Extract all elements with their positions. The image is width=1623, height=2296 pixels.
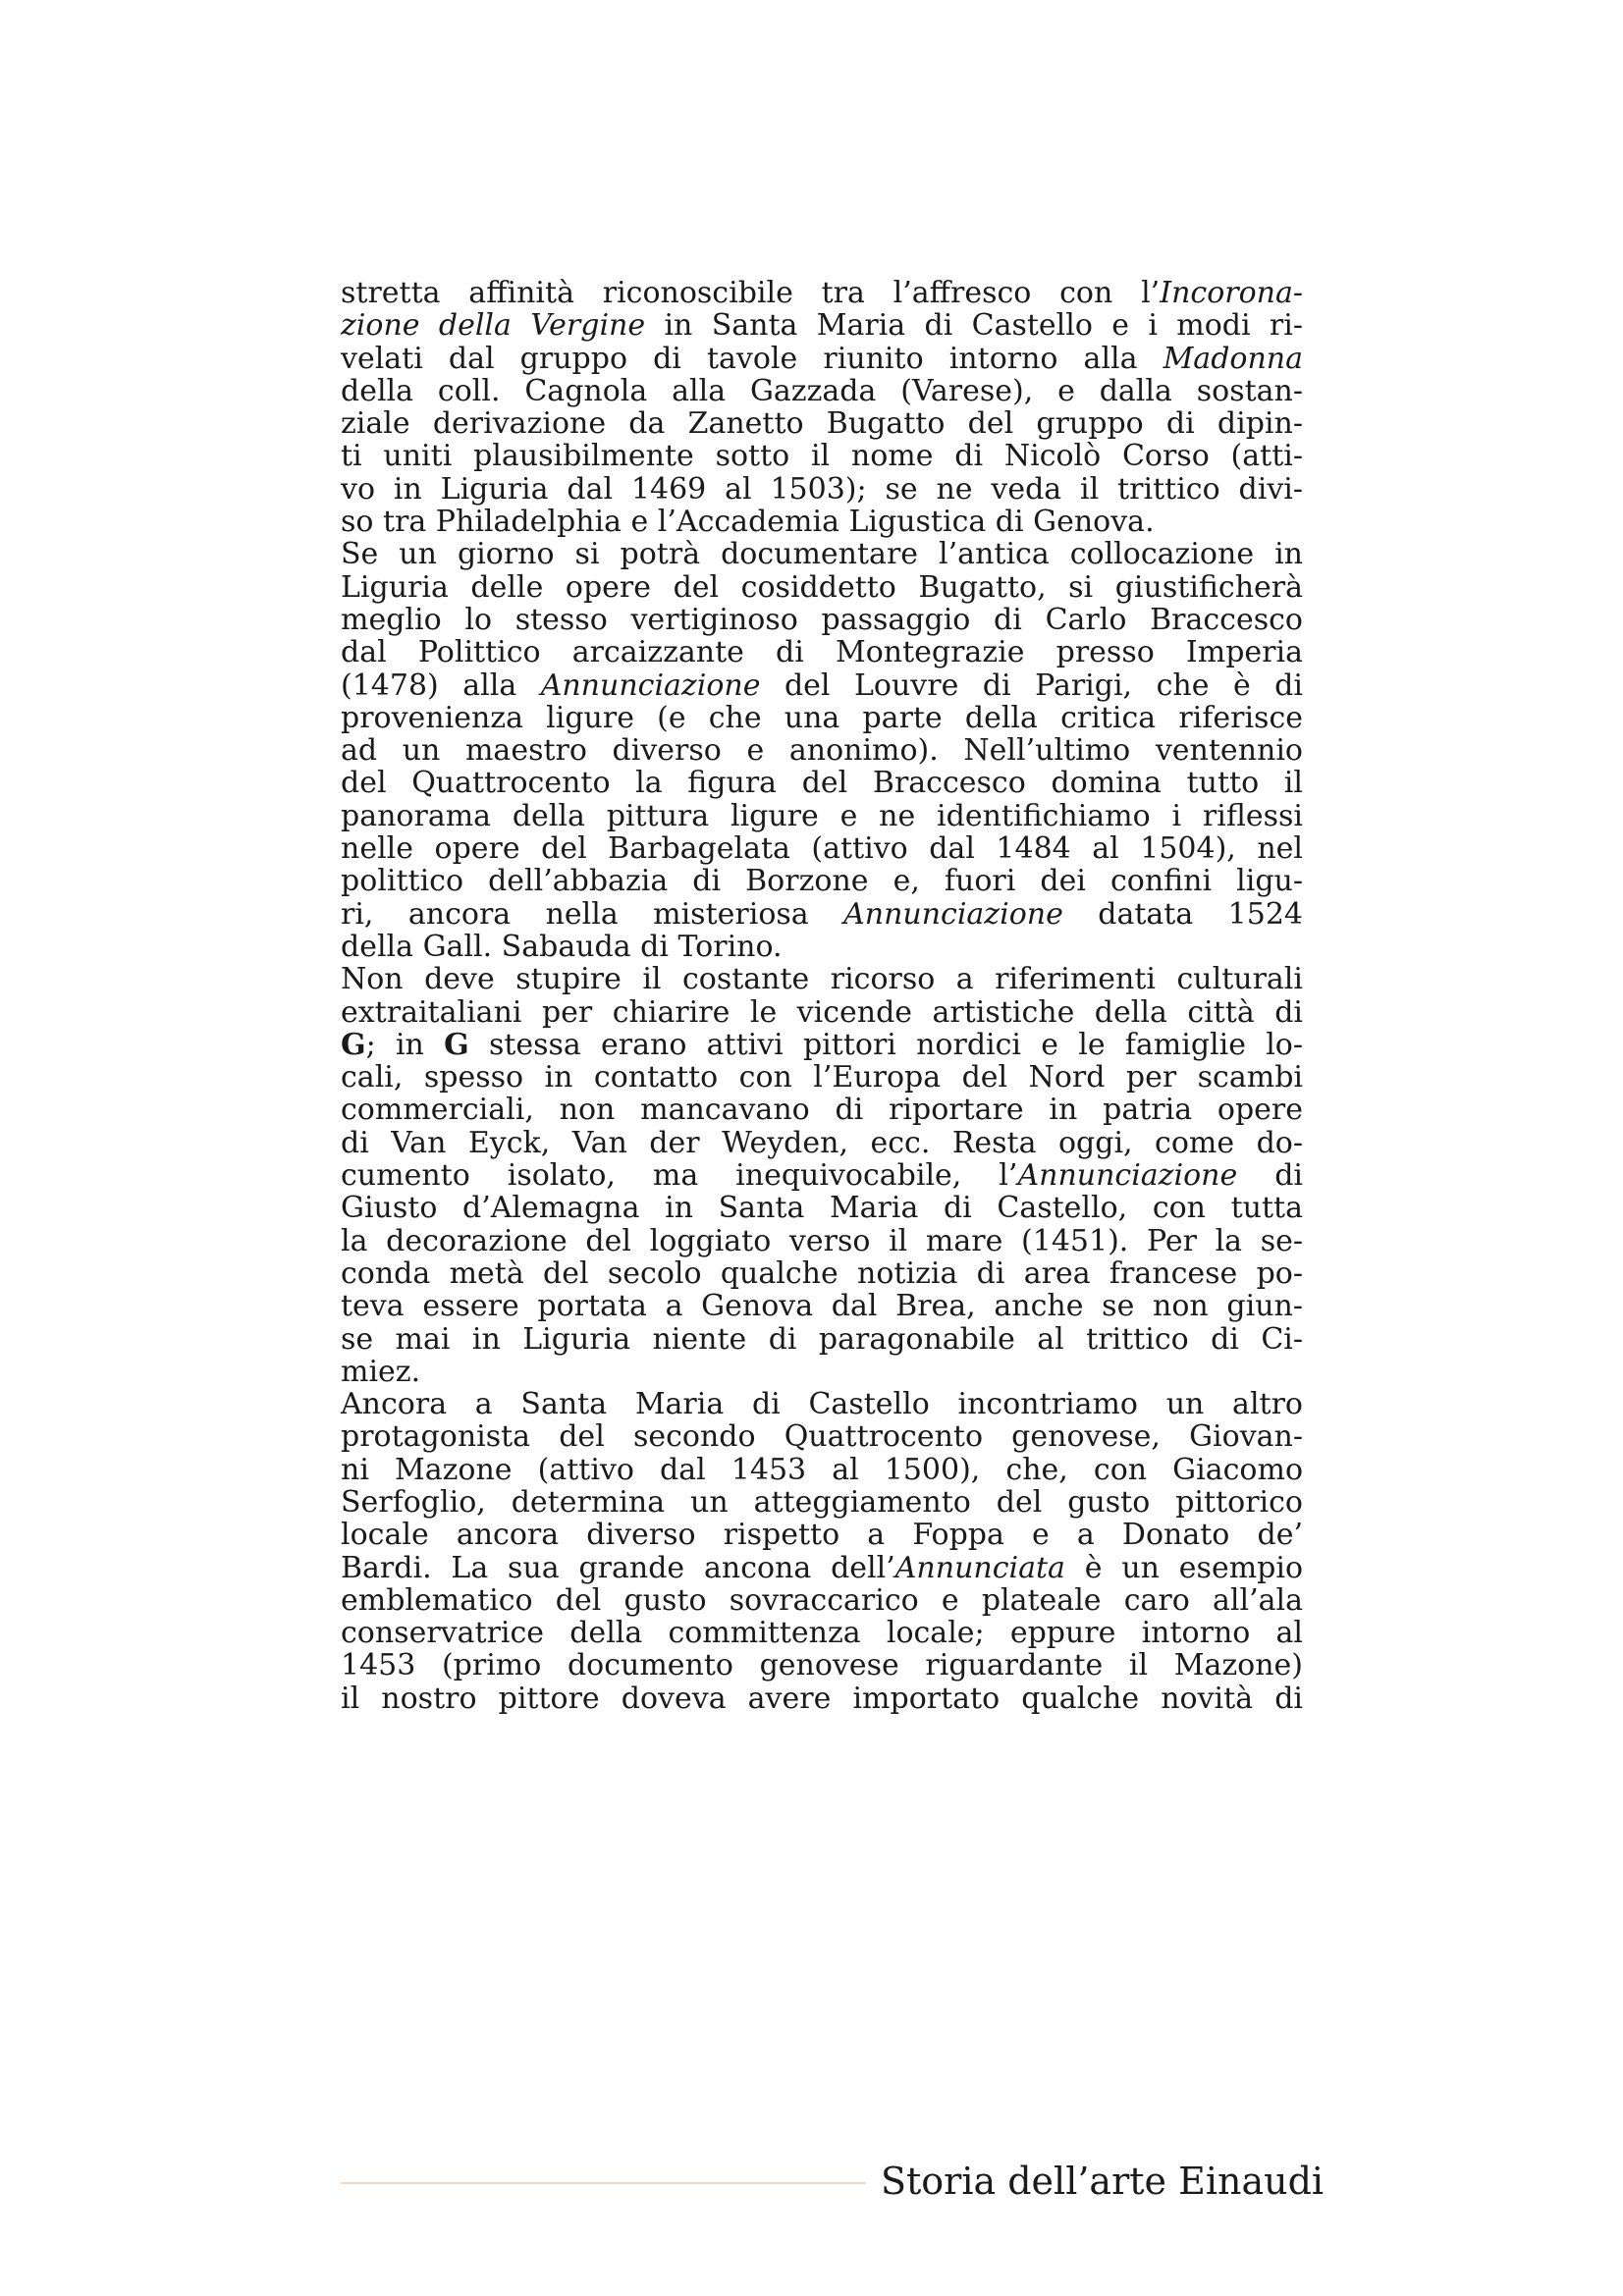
text-run: meglio lo stesso vertiginoso passaggio di Carlo Braccesco bbox=[341, 602, 1303, 637]
italic-text: Incorona- bbox=[1160, 276, 1303, 310]
text-line bbox=[341, 1584, 1303, 1617]
text-run: se mai in Liguria niente di paragonabile al trittico di Ci- bbox=[341, 1321, 1303, 1357]
italic-text: Annunciazione bbox=[1017, 1158, 1238, 1194]
text-line bbox=[341, 636, 1303, 668]
text-run: conda metà del secolo qualche notizia di area francese po- bbox=[341, 1255, 1303, 1291]
text-run: Liguria delle opere del cosiddetto Bugatto, si giustificherà bbox=[341, 569, 1303, 605]
text-line bbox=[341, 309, 1303, 342]
text-run: nelle opere del Barbagelata (attivo dal 1484 al 1504), nel bbox=[341, 831, 1303, 867]
text-line bbox=[341, 1356, 1303, 1388]
text-line bbox=[341, 931, 1303, 963]
text-line bbox=[341, 1388, 1303, 1420]
text-line bbox=[341, 898, 1303, 931]
text-run: Se un giorno si potrà documentare l’antica collocazione in bbox=[341, 537, 1303, 572]
text-line bbox=[341, 473, 1303, 506]
text-line bbox=[341, 1225, 1303, 1257]
italic-text: Annunciazione bbox=[843, 896, 1063, 932]
text-run: ad un maestro diverso e anonimo). Nell’ultimo ventennio bbox=[341, 733, 1303, 769]
text-line bbox=[341, 1290, 1303, 1322]
text-line bbox=[341, 1519, 1303, 1551]
text-line bbox=[341, 669, 1303, 702]
text-run: di bbox=[1237, 1158, 1303, 1194]
text-line bbox=[341, 506, 1303, 538]
text-line bbox=[341, 1552, 1303, 1584]
text-run: il nostro pittore doveva avere importato qualche novità di bbox=[341, 1681, 1303, 1716]
text-run: velati dal gruppo di tavole riunito intorno alla bbox=[341, 341, 1163, 376]
text-run: (1478) alla bbox=[341, 667, 541, 703]
body-text bbox=[341, 277, 1303, 1715]
text-run: provenienza ligure (e che una parte della critica riferisce bbox=[341, 700, 1303, 735]
text-line bbox=[341, 734, 1303, 767]
text-run: cali, spesso in contatto con l’Europa del Nord per scambi bbox=[341, 1060, 1303, 1095]
text-run: miez. bbox=[341, 1354, 421, 1389]
text-line bbox=[341, 538, 1303, 570]
text-line bbox=[341, 767, 1303, 799]
text-run: di Van Eyck, Van der Weyden, ecc. Resta oggi, come do- bbox=[341, 1125, 1303, 1160]
text-run: del Quattrocento la figura del Braccesco domina tutto il bbox=[341, 766, 1303, 801]
text-line bbox=[341, 1420, 1303, 1453]
text-line bbox=[341, 832, 1303, 865]
text-line bbox=[341, 996, 1303, 1029]
text-run: Serfoglio, determina un atteggiamento del gusto pittorico bbox=[341, 1484, 1303, 1520]
text-run: Non deve stupire il costante ricorso a riferimenti culturali bbox=[341, 962, 1303, 997]
text-line bbox=[341, 1094, 1303, 1126]
text-run: Ancora a Santa Maria di Castello incontriamo un altro bbox=[341, 1387, 1303, 1422]
text-run: commerciali, non mancavano di riportare in patria opere bbox=[341, 1093, 1303, 1128]
text-run: cumento isolato, ma inequivocabile, l’ bbox=[341, 1158, 1018, 1194]
text-run: protagonista del secondo Quattrocento genovese, Giovan- bbox=[341, 1419, 1303, 1455]
text-line bbox=[341, 1617, 1303, 1649]
text-line bbox=[341, 800, 1303, 832]
footer-rule bbox=[341, 2182, 866, 2184]
text-run: locale ancora diverso rispetto a Foppa e a Donato de’ bbox=[341, 1518, 1303, 1553]
text-line bbox=[341, 702, 1303, 734]
text-line bbox=[341, 963, 1303, 995]
text-line bbox=[341, 343, 1303, 375]
text-line bbox=[341, 407, 1303, 440]
text-run: so tra Philadelphia e l’Accademia Ligustica di Genova. bbox=[341, 505, 1155, 540]
text-run: la decorazione del loggiato verso il mare (1451). Per la se- bbox=[341, 1223, 1303, 1258]
text-run: datata 1524 bbox=[1062, 896, 1303, 932]
text-run: in Santa Maria di Castello e i modi ri- bbox=[645, 308, 1303, 344]
text-line bbox=[341, 1061, 1303, 1094]
text-run: dal Polittico arcaizzante di Montegrazie presso Imperia bbox=[341, 635, 1303, 670]
text-line bbox=[341, 1649, 1303, 1682]
text-run: teva essere portata a Genova dal Brea, anche se non giun- bbox=[341, 1289, 1303, 1324]
text-line bbox=[341, 1192, 1303, 1224]
text-run: della Gall. Sabauda di Torino. bbox=[341, 929, 783, 964]
footer-title: Storia dell’arte Einaudi bbox=[881, 2160, 1325, 2203]
text-run: stessa erano attivi pittori nordici e le famiglie lo- bbox=[468, 1027, 1303, 1062]
text-run: extraitaliani per chiarire le vicende artistiche della città di bbox=[341, 994, 1303, 1030]
text-line bbox=[341, 375, 1303, 407]
text-run: conservatrice della committenza locale; eppure intorno al bbox=[341, 1616, 1303, 1651]
text-line bbox=[341, 1323, 1303, 1356]
text-run: della coll. Cagnola alla Gazzada (Varese), e dalla sostan- bbox=[341, 373, 1303, 408]
text-run: ziale derivazione da Zanetto Bugatto del gruppo di dipin- bbox=[341, 406, 1303, 442]
text-run: ri, ancora nella misteriosa bbox=[341, 896, 844, 932]
text-run: 1453 (primo documento genovese riguardante il Mazone) bbox=[341, 1648, 1303, 1683]
italic-text: Annunciata bbox=[894, 1550, 1065, 1585]
text-run: è un esempio bbox=[1064, 1550, 1304, 1585]
text-run: stretta affinità riconoscibile tra l’affresco con l’ bbox=[341, 276, 1161, 310]
text-line bbox=[341, 1029, 1303, 1061]
text-run: Giusto d’Alemagna in Santa Maria di Castello, con tutta bbox=[341, 1191, 1303, 1226]
text-line bbox=[341, 277, 1303, 309]
text-run: vo in Liguria dal 1469 al 1503); se ne veda il trittico divi- bbox=[341, 471, 1303, 507]
text-line bbox=[341, 1454, 1303, 1486]
text-run: polittico dell’abbazia di Borzone e, fuori dei confini ligu- bbox=[341, 864, 1303, 899]
text-run: emblematico del gusto sovraccarico e plateale caro all’ala bbox=[341, 1582, 1303, 1618]
text-line bbox=[341, 1486, 1303, 1519]
italic-text: zione della Vergine bbox=[341, 308, 646, 344]
text-run: ti uniti plausibilmente sotto il nome di Nicolò Corso (atti- bbox=[341, 439, 1303, 474]
text-line bbox=[341, 1159, 1303, 1192]
text-line bbox=[341, 1257, 1303, 1290]
text-line bbox=[341, 440, 1303, 472]
text-run: del Louvre di Parigi, che è di bbox=[760, 667, 1303, 703]
text-line bbox=[341, 1682, 1303, 1715]
text-line bbox=[341, 571, 1303, 604]
bold-text: G bbox=[444, 1027, 469, 1062]
text-line bbox=[341, 865, 1303, 897]
text-line bbox=[341, 1127, 1303, 1159]
bold-text: G bbox=[341, 1027, 366, 1062]
italic-text: Madonna bbox=[1163, 341, 1303, 376]
italic-text: Annunciazione bbox=[540, 667, 761, 703]
text-run: ni Mazone (attivo dal 1453 al 1500), che, con Giacomo bbox=[341, 1452, 1303, 1487]
text-run: Bardi. La sua grande ancona dell’ bbox=[341, 1550, 895, 1585]
text-line bbox=[341, 604, 1303, 636]
text-run: panorama della pittura ligure e ne identifichiamo i riflessi bbox=[341, 798, 1303, 833]
text-run: ; in bbox=[365, 1027, 445, 1062]
